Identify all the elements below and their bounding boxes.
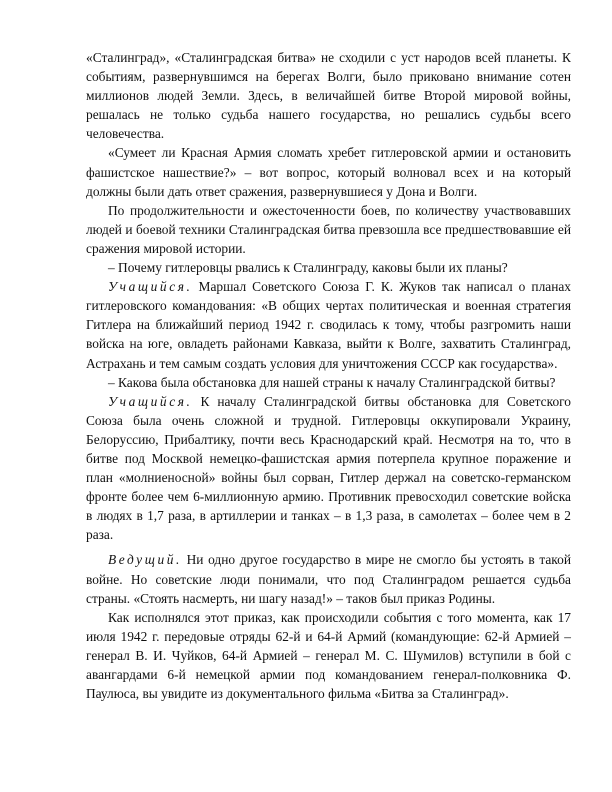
paragraph-text: «Сумеет ли Красная Армия сломать хребет гитлеровской армии и остановить фашистское нашествие?» – вот вопрос, который волновал всех и на который должны были дать ответ сражения, развернувшиеся у Дона и Волги. [86, 145, 571, 199]
paragraph-text: – Почему гитлеровцы рвались к Сталинграду, каковы были их планы? [108, 260, 508, 276]
paragraph-intro [86, 48, 571, 143]
paragraph-text: К началу Сталинградской битвы обстановка для Советского Союза была очень сложной и трудной. Гитлеровцы оккупировали Украину, Белоруссию, Прибалтику, почти весь Краснодарский край. Несмотря на то, что в битве под Москвой немецко-фашистская армия потерпела крупное поражение и план «молниеносной» войны был сорван, Гитлер держал на советско-германском фронте более чем 6-миллионную армию. Противник превосходил советские войска в людях в 1,7 раза, в артиллерии и танках – в 1,3 раза, в самолетах – более чем в 2 раза. [86, 393, 571, 543]
paragraph-text: Маршал Советского Союза Г. К. Жуков так написал о планах гитлеровского командования: «В общих чертах политическая и военная стратегия Гитлера на ближайший период 1942 г. сводилась к тому, чтобы разгромить наши войска на юге, овладеть районами Кавказа, выйти к Волге, захватить Сталинград, Астрахань и тем самым создать условия для уничтожения СССР как государства». [86, 279, 571, 371]
paragraph-text: – Какова была обстановка для нашей страны к началу Сталинградской битвы? [108, 374, 556, 390]
document-page [86, 48, 571, 703]
paragraph-host-order [86, 550, 571, 607]
paragraph-text: «Сталинград», «Сталинградская битва» не сходили с уст народов всей планеты. К событиям, развернувшимся на берегах Волги, было приковано внимание сотен миллионов людей Земли. Здесь, в величайшей битве Второй мировой войны, решалась не только судьба нашего государства, но решались судьбы всего человечества. [86, 50, 571, 142]
paragraph-question-red-army [86, 143, 571, 200]
speaker-label: Ведущий. [108, 552, 182, 568]
paragraph-battle-scale [86, 201, 571, 258]
paragraph-film-intro [86, 608, 571, 703]
paragraph-text: По продолжительности и ожесточенности боев, по количеству участвовавших людей и боевой техники Сталинградская битва превзошла все предшествовавшие ей сражения мировой истории. [86, 202, 571, 256]
paragraph-question-plans [86, 258, 571, 277]
paragraph-student-answer-situation [86, 392, 571, 545]
paragraph-text: Как исполнялся этот приказ, как происходили события с того момента, как 17 июля 1942 г. передовые отряды 62-й и 64-й Армий (командующие: 62-й Армией – генерал В. И. Чуйков, 64-й Армией – генерал М. С. Шумилов) вступили в бой с авангардами 6-й немецкой армии под командованием генерал-полковника Ф. Паулюса, вы увидите из документального фильма «Битва за Сталинград». [86, 609, 571, 702]
paragraph-question-situation [86, 373, 571, 392]
paragraph-text: Ни одно другое государство в мире не смогло бы устоять в такой войне. Но советские люди понимали, что под Сталинградом решается судьба страны. «Стоять насмерть, ни шагу назад!» – таков был приказ Родины. [86, 552, 571, 606]
paragraph-student-answer-plans [86, 277, 571, 372]
speaker-label: Учащийся. [108, 279, 193, 295]
speaker-label: Учащийся. [108, 393, 193, 409]
